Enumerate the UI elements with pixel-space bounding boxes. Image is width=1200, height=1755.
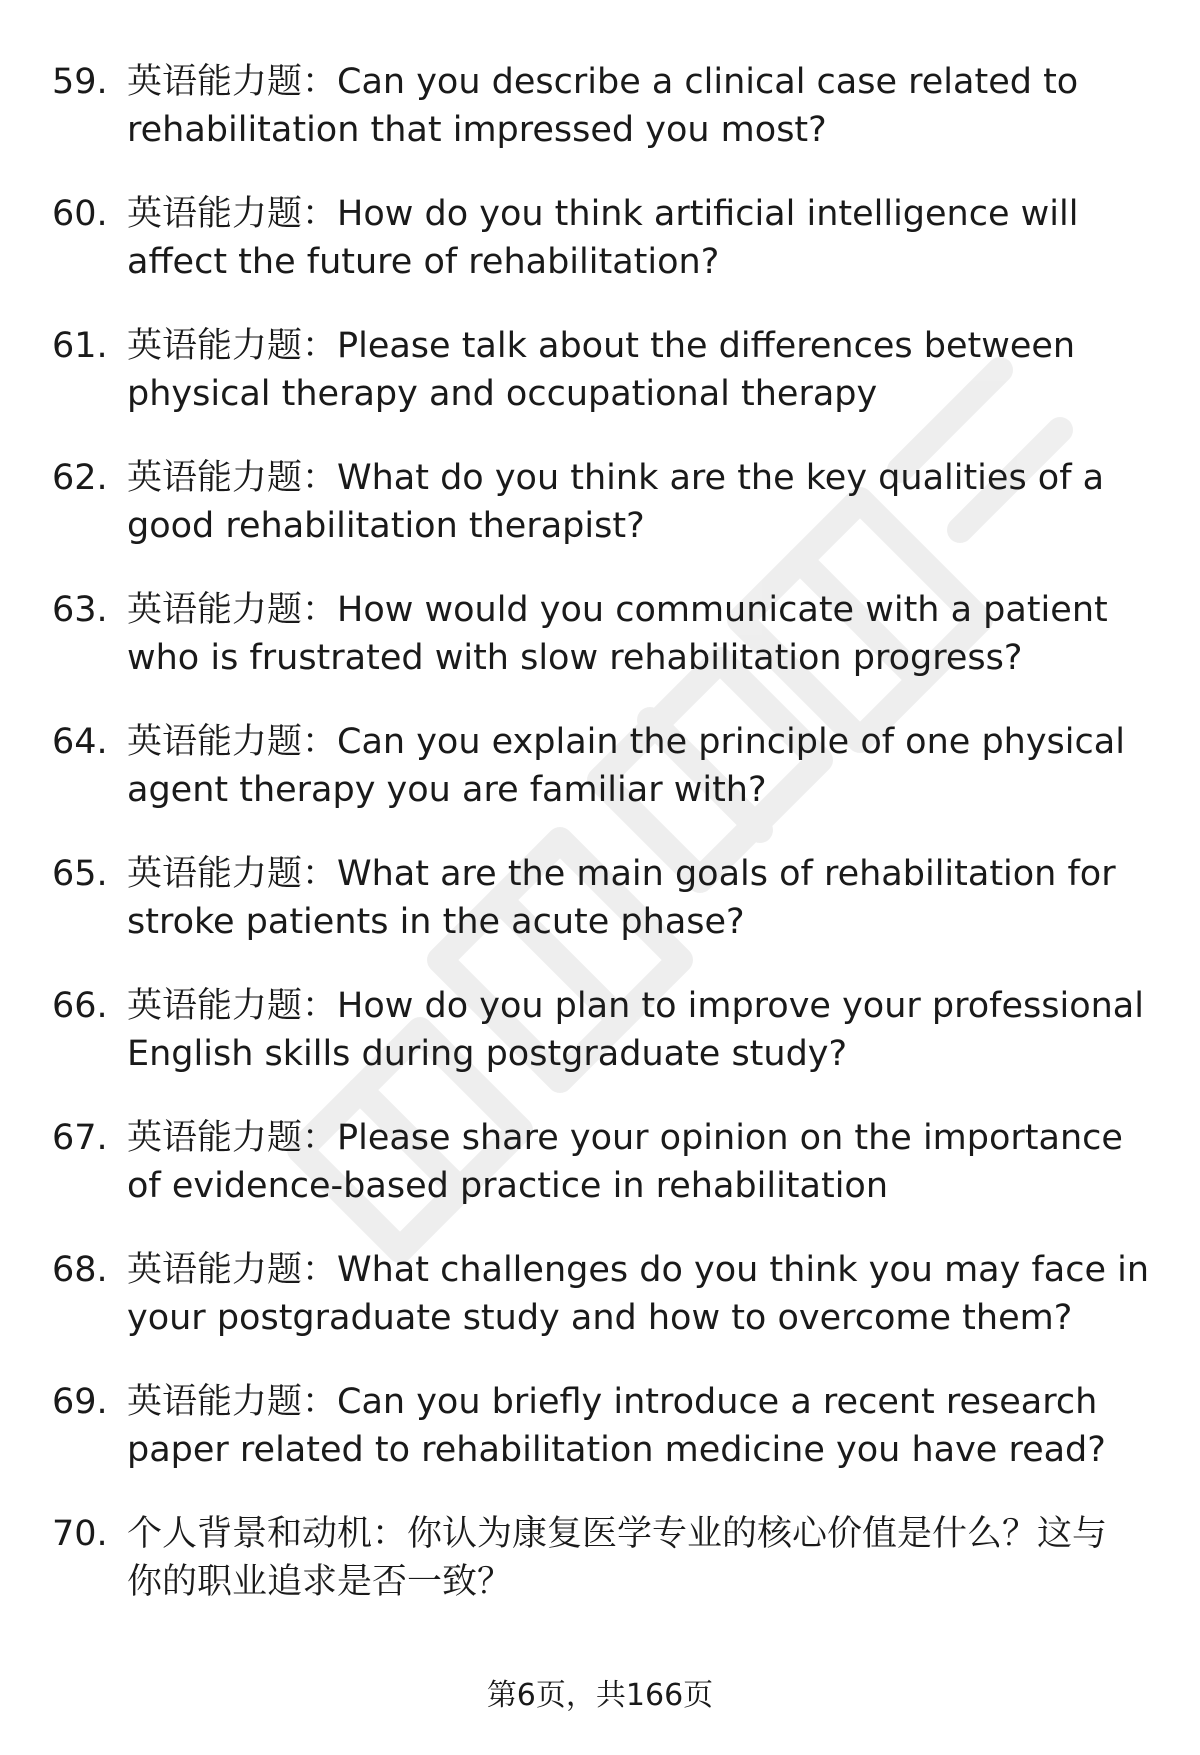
question-item (52, 58, 1162, 190)
question-number: 59. (52, 62, 108, 102)
question-number: 64. (52, 722, 108, 762)
question-item (52, 982, 1162, 1114)
question-number: 66. (52, 986, 108, 1026)
question-text: 英语能力题：What are the main goals of rehabilitation for stroke patients in the acute phase? (127, 854, 1116, 942)
question-text: 英语能力题：How do you think artificial intelligence will affect the future of rehabilitation? (127, 194, 1079, 282)
question-number: 70. (52, 1514, 108, 1554)
question-number: 63. (52, 590, 108, 630)
question-number: 69. (52, 1382, 108, 1422)
question-item (52, 1510, 1162, 1642)
question-number: 60. (52, 194, 108, 234)
question-item (52, 850, 1162, 982)
question-number: 62. (52, 458, 108, 498)
question-item (52, 1378, 1162, 1510)
question-item (52, 190, 1162, 322)
question-text: 英语能力题：How do you plan to improve your professional English skills during postgraduate study? (127, 986, 1144, 1074)
question-text: 英语能力题：Please share your opinion on the importance of evidence-based practice in rehabilitation (127, 1118, 1123, 1206)
question-text: 英语能力题：What challenges do you think you may face in your postgraduate study and how to overcome them? (127, 1250, 1150, 1338)
question-list (52, 58, 1162, 1642)
question-item (52, 1246, 1162, 1378)
question-number: 61. (52, 326, 108, 366)
question-text: 英语能力题：Please talk about the differences between physical therapy and occupational therapy (127, 326, 1076, 414)
question-item (52, 718, 1162, 850)
question-text: 个人背景和动机：你认为康复医学专业的核心价值是什么？这与 你的职业追求是否一致？ (127, 1514, 1108, 1602)
question-text: 英语能力题：What do you think are the key qualities of a good rehabilitation therapist? (127, 458, 1105, 546)
question-item (52, 1114, 1162, 1246)
page-footer: 第6页，共166页 (486, 1678, 714, 1713)
question-text: 英语能力题：Can you briefly introduce a recent research paper related to rehabilitation medicine you have read? (127, 1382, 1106, 1470)
question-number: 68. (52, 1250, 108, 1290)
question-text: 英语能力题：Can you explain the principle of one physical agent therapy you are familiar with? (127, 722, 1125, 810)
question-text: 英语能力题：How would you communicate with a patient who is frustrated with slow rehabilitation progress? (127, 590, 1108, 678)
question-text: 英语能力题：Can you describe a clinical case related to rehabilitation that impressed you most? (127, 62, 1079, 150)
question-item (52, 322, 1162, 454)
question-number: 67. (52, 1118, 108, 1158)
question-number: 65. (52, 854, 108, 894)
question-item (52, 454, 1162, 586)
question-item (52, 586, 1162, 718)
